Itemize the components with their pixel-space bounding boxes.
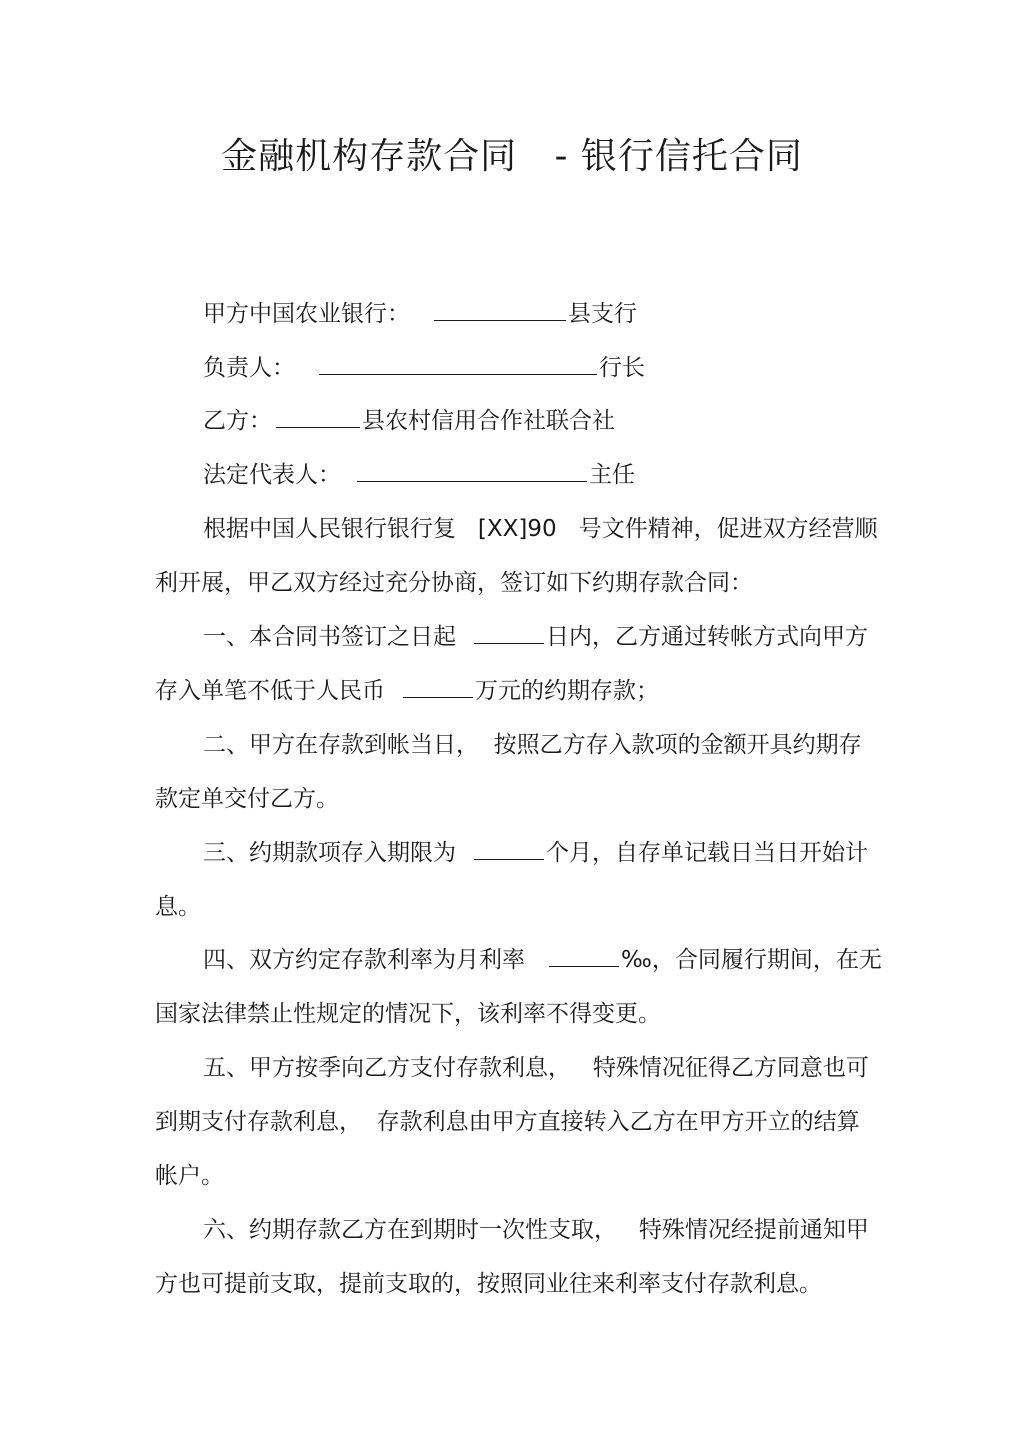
clause-4-rate-blank[interactable]	[549, 944, 619, 967]
responsible-label: 负责人：	[203, 355, 295, 381]
responsible-suffix: 行长	[599, 355, 645, 381]
intro-line-1: 根据中国人民银行银行复 [XX]90 号文件精神，促进双方经营顺	[203, 516, 878, 542]
clause-1-text-a: 一、本合同书签订之日起	[203, 624, 456, 650]
party-b-line	[203, 405, 615, 437]
clause-2-line-1: 二、甲方在存款到帐当日， 按照乙方存入款项的金额开具约期存	[203, 732, 862, 758]
legal-rep-blank[interactable]	[357, 459, 587, 482]
document-title: 金融机构存款合同 - 银行信托合同	[221, 136, 803, 177]
clause-5-line-2: 到期支付存款利息， 存款利息由甲方直接转入乙方在甲方开立的结算	[155, 1109, 860, 1135]
responsible-line	[203, 352, 645, 384]
clause-6-line-2: 方也可提前支取，提前支取的，按照同业往来利率支付存款利息。	[155, 1271, 822, 1297]
clause-4-text-a: 四、双方约定存款利率为月利率	[203, 947, 525, 973]
party-a-label: 甲方中国农业银行：	[203, 301, 410, 327]
legal-rep-label: 法定代表人：	[203, 462, 341, 488]
clause-1-text-d: 万元的约期存款；	[475, 678, 659, 704]
clause-1-amount-blank[interactable]	[403, 675, 473, 698]
clause-3-text-a: 三、约期款项存入期限为	[203, 840, 456, 866]
responsible-blank[interactable]	[319, 352, 597, 375]
clause-3-line-1	[203, 837, 868, 869]
party-a-line	[203, 298, 637, 330]
clause-1-line-2	[155, 675, 659, 707]
clause-5-line-3: 帐户。	[155, 1163, 224, 1189]
clause-1-days-blank[interactable]	[474, 621, 544, 644]
party-a-suffix: 县支行	[568, 301, 637, 327]
party-a-blank[interactable]	[434, 298, 566, 321]
clause-1-line-1	[203, 621, 868, 653]
clause-3-line-2: 息。	[155, 894, 201, 920]
clause-6-line-1: 六、约期存款乙方在到期时一次性支取， 特殊情况经提前通知甲	[203, 1217, 869, 1243]
clause-5-line-1: 五、甲方按季向乙方支付存款利息， 特殊情况征得乙方同意也可	[203, 1055, 869, 1081]
party-b-suffix: 县农村信用合作社联合社	[362, 408, 615, 434]
legal-rep-line	[203, 459, 635, 491]
clause-4-text-b: ‰，合同履行期间，在无	[621, 947, 882, 973]
clause-4-line-2: 国家法律禁止性规定的情况下，该利率不得变更。	[155, 1001, 661, 1027]
clause-4-line-1	[203, 944, 882, 976]
party-b-blank[interactable]	[276, 405, 360, 428]
clause-1-text-b: 日内，乙方通过转帐方式向甲方	[546, 624, 868, 650]
intro-line-2: 利开展，甲乙双方经过充分协商，签订如下约期存款合同：	[155, 570, 753, 596]
clause-3-months-blank[interactable]	[474, 837, 544, 860]
clause-3-text-b: 个月，自存单记载日当日开始计	[546, 840, 868, 866]
party-b-label: 乙方：	[203, 408, 272, 434]
legal-rep-suffix: 主任	[589, 462, 635, 488]
clause-2-line-2: 款定单交付乙方。	[155, 786, 339, 812]
clause-1-text-c: 存入单笔不低于人民币	[155, 678, 385, 704]
